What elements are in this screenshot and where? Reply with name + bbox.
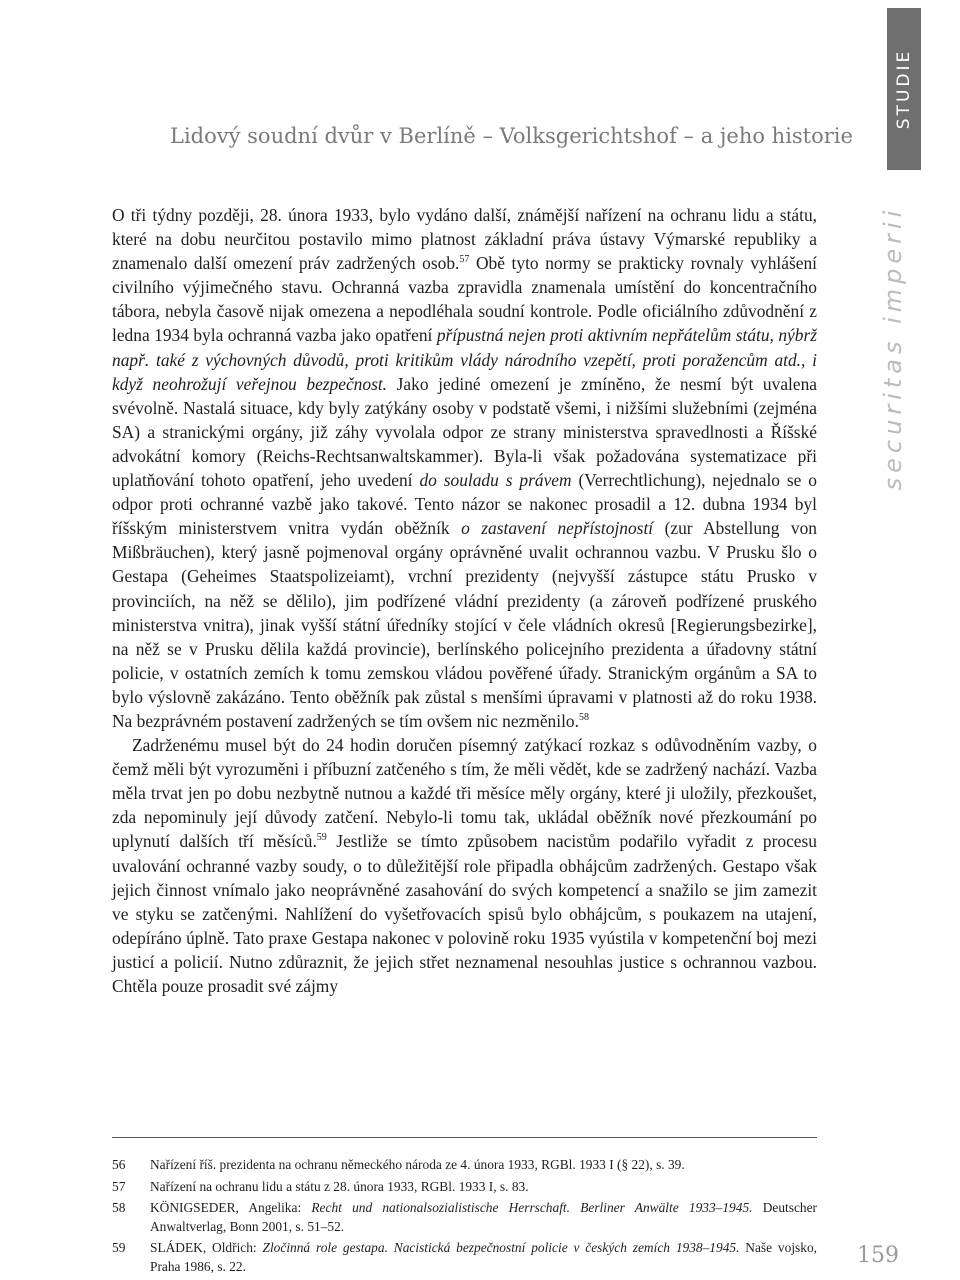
footnote-text [150,1178,817,1197]
footnote-number: 56 [112,1157,126,1172]
footnote-ref-59: 59 [316,832,327,844]
book-title: Zločinná role gestapa. Nacistická bezpečnostní policie v českých zemích 1938–1945. [262,1240,740,1256]
section-tab-label: STUDIE [894,48,914,130]
text-run: Zadrženému musel být do 24 hodin doručen písemný zatýkací rozkaz s odůvodněním vazby, o čemž měli být vyrozuměni i příbuzní zatčeného s tím, že měli vědět, kde se zadržený nachází. Vazba měla trvat jen po dobu nezbytně nutnou a každé tři měsíce měly orgány, které ji uložily, přezkoušet, zda nepominuly její důvody zatčení. Nebylo-li tomu tak, ukládal oběžník nové přezkoumání po uplynutí dalších tří měsíců. [112,735,817,852]
footnote-ref-58: 58 [578,711,589,723]
text-run: O tři týdny později, 28. února 1933, bylo vydáno další, známější nařízení na ochranu lidu a státu, které na dobu neurčitou postavilo mimo platnost základní práva ústavy Výmarské republiky a znamenalo další omezení práv zadržených osob. [112,205,817,274]
footnote-divider [112,1137,817,1138]
running-head: Lidový soudní dvůr v Berlíně – Volksgerichtshof – a jeho historie [170,124,853,148]
footnote-58 [112,1199,817,1236]
text-run: Nařízení říš. prezidenta na ochranu německého národa ze 4. února 1933, RGBl. 1933 I (§ 22), s. 39. [150,1157,685,1172]
text-run: Nařízení na ochranu lidu a státu z 28. února 1933, RGBl. 1933 I, s. 83. [150,1178,529,1194]
text-run: (zur Abstellung von Mißbräuchen), který jasně pojmenoval orgány oprávněné uvalit ochrannou vazbu. V Prusku šlo o Gestapa (Geheimes Staatspolizeiamt), vrchní prezidenty (nejvyšší zástupce státu Prusko v provinciích, na něž se dělilo), jim podřízené vládní prezidenty (a zároveň podřízené pruského ministerstva vnitra), jinak vyšší státní úředníky stojící v čele vládních okresů [Regierungsbezirke], na něž se v Prusku dělila každá provincie), berlínského policejního prezidenta a úřadovny státní policie, v ostatních zemích k tomu zemskou vládou pověřené úřady. Stranickým orgánům a SA to bylo výslovně zakázáno. Tento oběžník pak zůstal s menšími úpravami v platnosti až do roku 1938. Na bezprávném postavení zadržených se tím ovšem nic nezměnilo. [112,518,817,731]
text-run: (Verrechtlichung), nejednalo se o odpor proti ochranné vazbě jako takové. Tento názor se nakonec prosadil a 12. dubna 1934 byl říšským ministerstvem vnitra vydán oběžník [112,470,818,539]
footnote-57 [112,1178,817,1197]
footnote-text [150,1156,817,1175]
footnote-number: 58 [112,1200,126,1216]
italic-term: do souladu s právem [419,470,572,491]
journal-motto: securitas imperii [879,205,907,491]
main-text [112,203,817,998]
page-number: 159 [857,1243,899,1268]
footnote-number: 59 [112,1240,126,1256]
text-run: Jestliže se tímto způsobem nacistům podařilo vyřadit z procesu uvalování ochranné vazby soudy, o to důležitější role připadla obhájcům zadržených. Gestapo však jejich činnost vnímalo jako neoprávněné zasahování do svých kompetencí a snažilo se jim zamezit ve styku se zatčenými. Nahlížení do vyšetřovacích spisů bylo obhájcům, s poukazem na utajení, odepíráno úplně. Tato praxe Gestapa nakonec v polovině roku 1935 vyústila v kompetenční boj mezi justicí a policií. Nutno zdůraznit, že jejich střet neznamenal nesouhlas justice s ochrannou vazbou. Chtěla pouze prosadit své zájmy [112,831,817,996]
text-run: Naše vojsko, Praha 1986, s. 22. [150,1240,817,1274]
paragraph [112,203,817,733]
text-run: Obě tyto normy se prakticky rovnaly vyhlášení civilního výjimečného stavu. Ochranná vazba zpravidla znamenala umístění do koncentračního tábora, nebyla časově nijak omezena a nepodléhala soudní kontrole. Podle oficiálního zdůvodnění z ledna 1934 byla ochranná vazba jako opatření [112,253,817,346]
footnote-59 [112,1239,817,1276]
italic-term: o zastavení nepřístojností [461,518,654,539]
footnote-56 [112,1156,817,1175]
text-run: Jako jediné omezení je zmíněno, že nesmí být uvalena svévolně. Nastalá situace, kdy byly zatýkány osoby v podstatě všemi, i nižšími služebními (zejména SA) a stranickými orgány, již záhy vyvolala odpor ze strany ministerstva spravedlnosti a Říšské advokátní komory (Reichs-Rechtsanwaltskammer). Byla-li však požadována systematizace při uplatňování tohoto opatření, jeho uvedení [112,373,817,491]
text-run: SLÁDEK, Oldřich: [150,1240,263,1256]
footnote-number: 57 [112,1178,126,1194]
text-run: Deutscher Anwaltverlag, Bonn 2001, s. 51–52. [150,1200,817,1234]
paragraph [112,733,817,998]
text-run: KÖNIGSEDER, Angelika: [150,1200,312,1216]
footnote-ref-57: 57 [459,254,470,266]
book-title: Recht und nationalsozialistische Herrschaft. Berliner Anwälte 1933–1945. [311,1200,753,1216]
italic-quote: přípustná nejen proti aktivním nepřátelům státu, nýbrž např. také z výchovných důvodů, proti kritikům vlády národního vzepětí, proti poražencům atd., i když neohrožují veřejnou bezpečnost. [112,325,817,394]
footnote-text [150,1199,817,1236]
footnote-text [150,1239,817,1276]
footnotes [112,1156,817,1280]
